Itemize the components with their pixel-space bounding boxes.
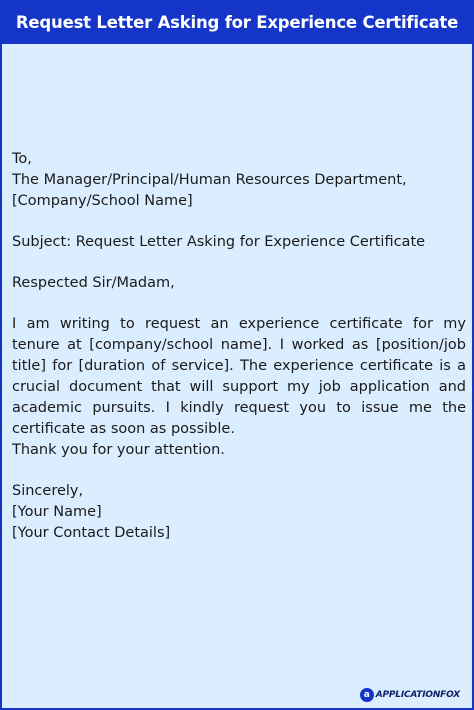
letter-body xyxy=(12,149,466,544)
organization-line: [Company/School Name] xyxy=(12,193,193,209)
spacer xyxy=(12,253,466,273)
page-title: Request Letter Asking for Experience Certificate xyxy=(15,12,459,32)
header-banner xyxy=(0,0,474,44)
subject-line: Subject: Request Letter Asking for Experience Certificate xyxy=(12,234,426,250)
signature-name: [Your Name] xyxy=(12,504,102,520)
body-paragraph: I am writing to request an experience certificate for my tenure at [company/school name]. I worked as [position/job title] for [duration of service]. The experience certificate is a crucial document that will support my job application and academic pursuits. I kindly request you to issue me the certificate as soon as possible. xyxy=(12,316,466,437)
spacer xyxy=(12,212,466,232)
closing-line: Sincerely, xyxy=(12,483,84,499)
letter-card xyxy=(0,44,474,710)
logo-text: APPLICATIONFOX xyxy=(375,690,460,700)
greeting-line: Respected Sir/Madam, xyxy=(12,275,175,291)
spacer xyxy=(12,294,466,314)
spacer xyxy=(12,461,466,481)
recipient-line: The Manager/Principal/Human Resources Department, xyxy=(12,172,407,188)
signature-contact: [Your Contact Details] xyxy=(12,525,171,541)
salutation-to: To, xyxy=(12,151,32,167)
applicationfox-logo xyxy=(360,688,460,702)
thanks-line: Thank you for your attention. xyxy=(12,442,225,458)
logo-mark-icon: a xyxy=(360,688,374,702)
